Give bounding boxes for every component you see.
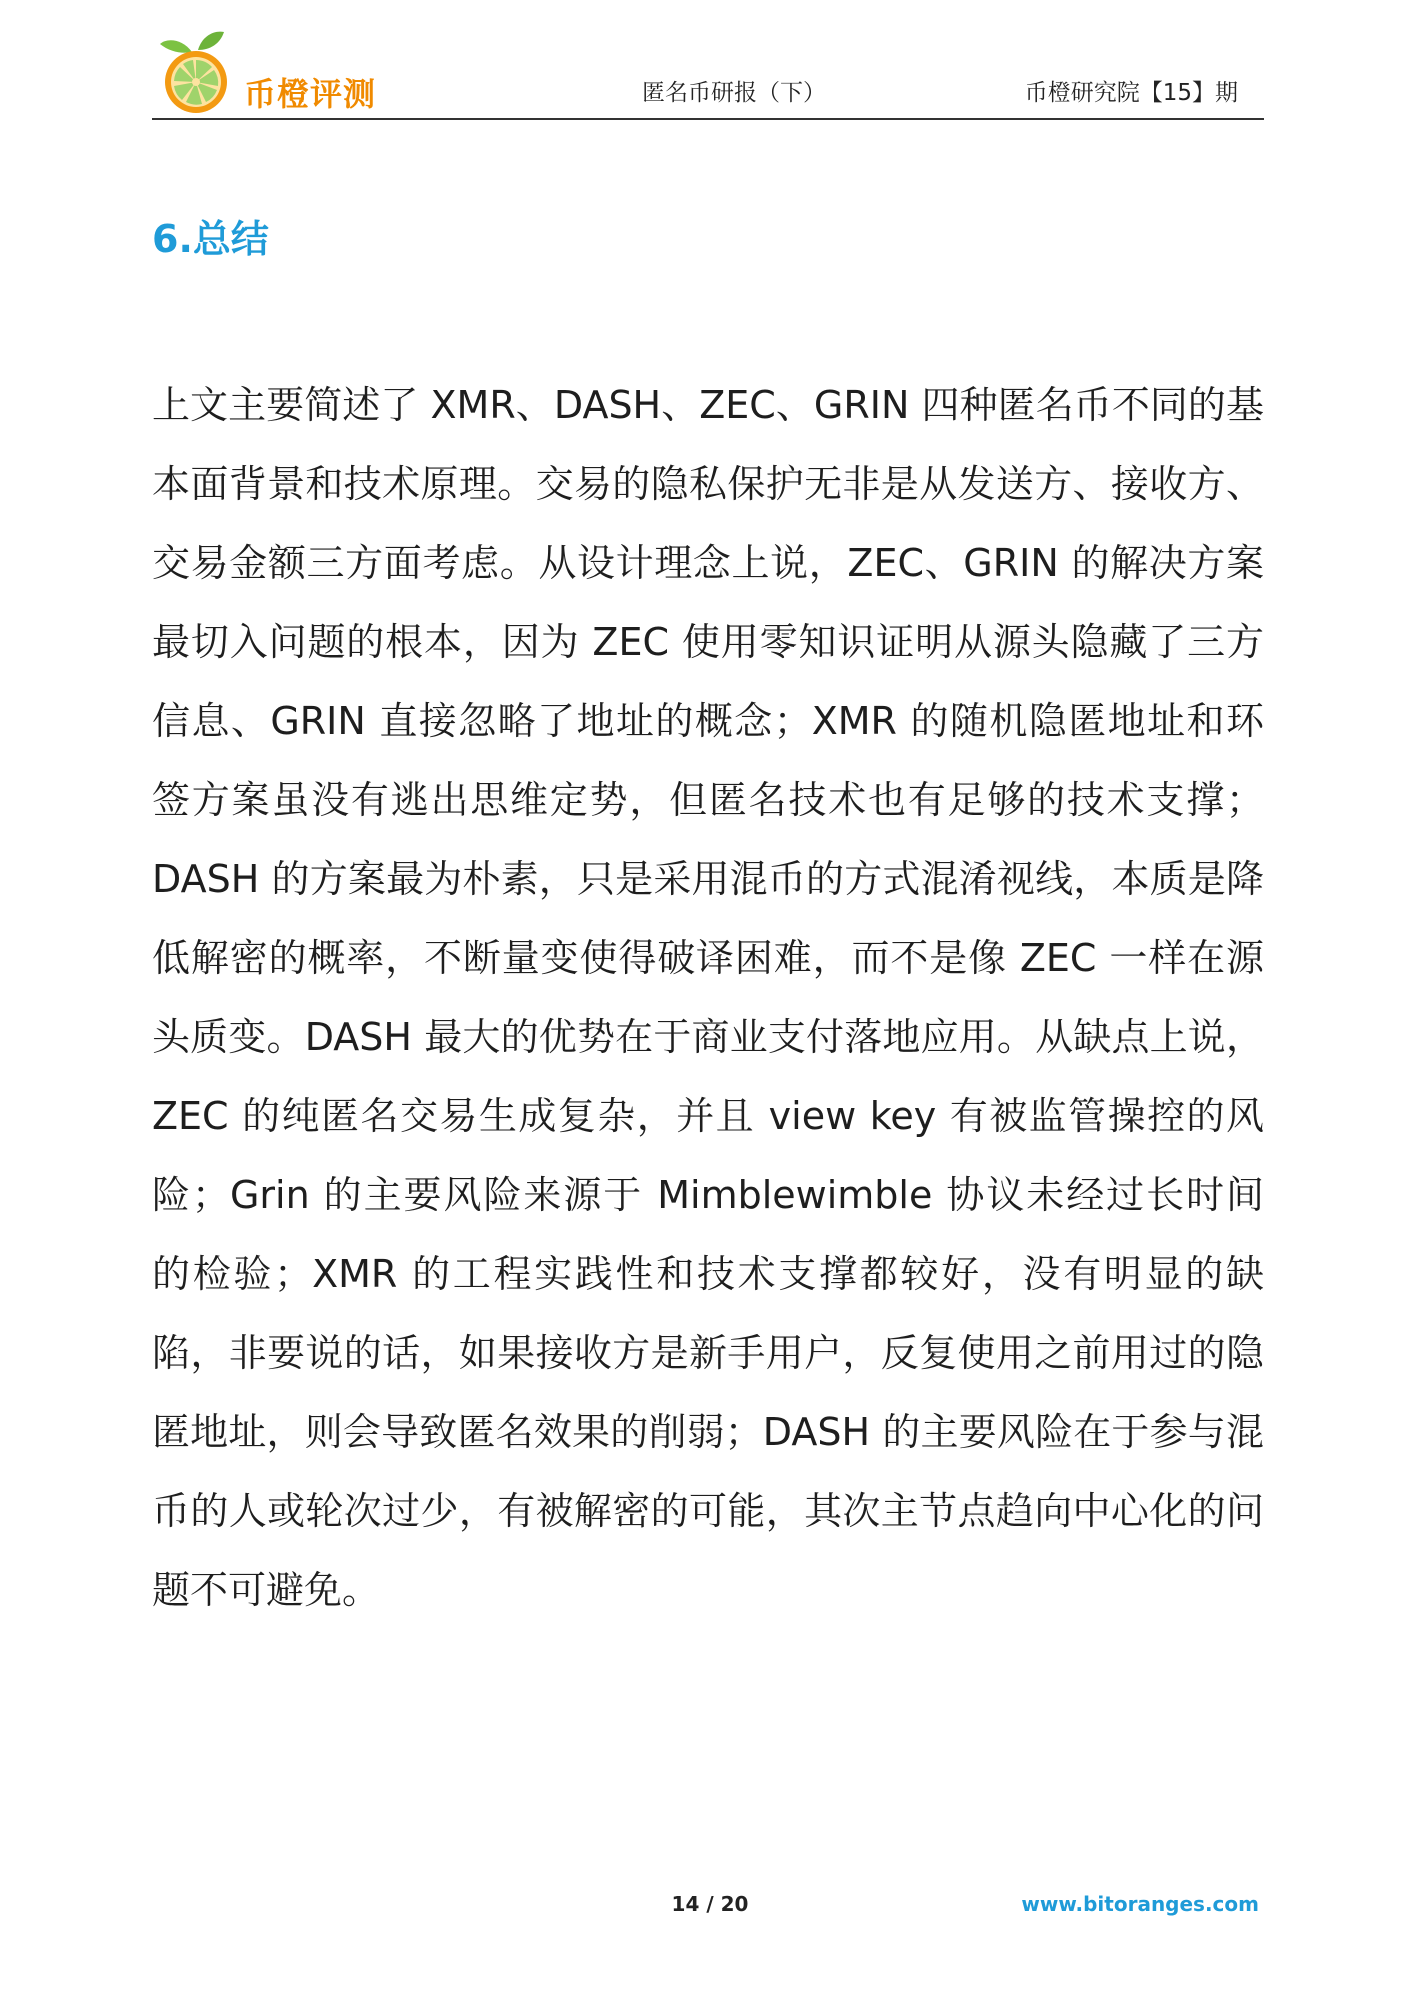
page-number: 14 / 20 — [671, 1892, 749, 1916]
report-title: 匿名币研报（下） — [642, 80, 826, 106]
website-link[interactable]: www.bitoranges.com — [1021, 1892, 1259, 1916]
summary-paragraph: 上文主要简述了 XMR、DASH、ZEC、GRIN 四种匿名币不同的基本面背景和技术原理。交易的隐私保护无非是从发送方、接收方、交易金额三方面考虑。从设计理念上说，ZEC、GRIN 的解决方案最切入问题的根本，因为 ZEC 使用零知识证明从源头隐藏了三方信息、GRIN 直接忽略了地址的概念；XMR 的随机隐匿地址和环签方案虽没有逃出思维定势，但匿名技术也有足够的技术支撑；DASH 的方案最为朴素，只是采用混币的方式混淆视线，本质是降低解密的概率，不断量变使得破译困难，而不是像 ZEC 一样在源头质变。DASH 最大的优势在于商业支付落地应用。从缺点上说，ZEC 的纯匿名交易生成复杂，并且 view key 有被监管操控的风险；Grin 的主要风险来源于 Mimblewimble 协议未经过长时间的检验；XMR 的工程实践性和技术支撑都较好，没有明显的缺陷，非要说的话，如果接收方是新手用户，反复使用之前用过的隐匿地址，则会导致匿名效果的削弱；DASH 的主要风险在于参与混币的人或轮次过少，有被解密的可能，其次主节点趋向中心化的问题不可避免。 — [152, 383, 1264, 1612]
brand-logo-text: 币橙评测 — [244, 75, 377, 113]
orange-slice-logo-icon — [152, 30, 240, 116]
brand-logo — [152, 30, 412, 116]
issue-label: 币橙研究院【15】期 — [1024, 80, 1238, 106]
page-header — [152, 24, 1264, 120]
section-heading: 6.总结 — [152, 217, 269, 261]
